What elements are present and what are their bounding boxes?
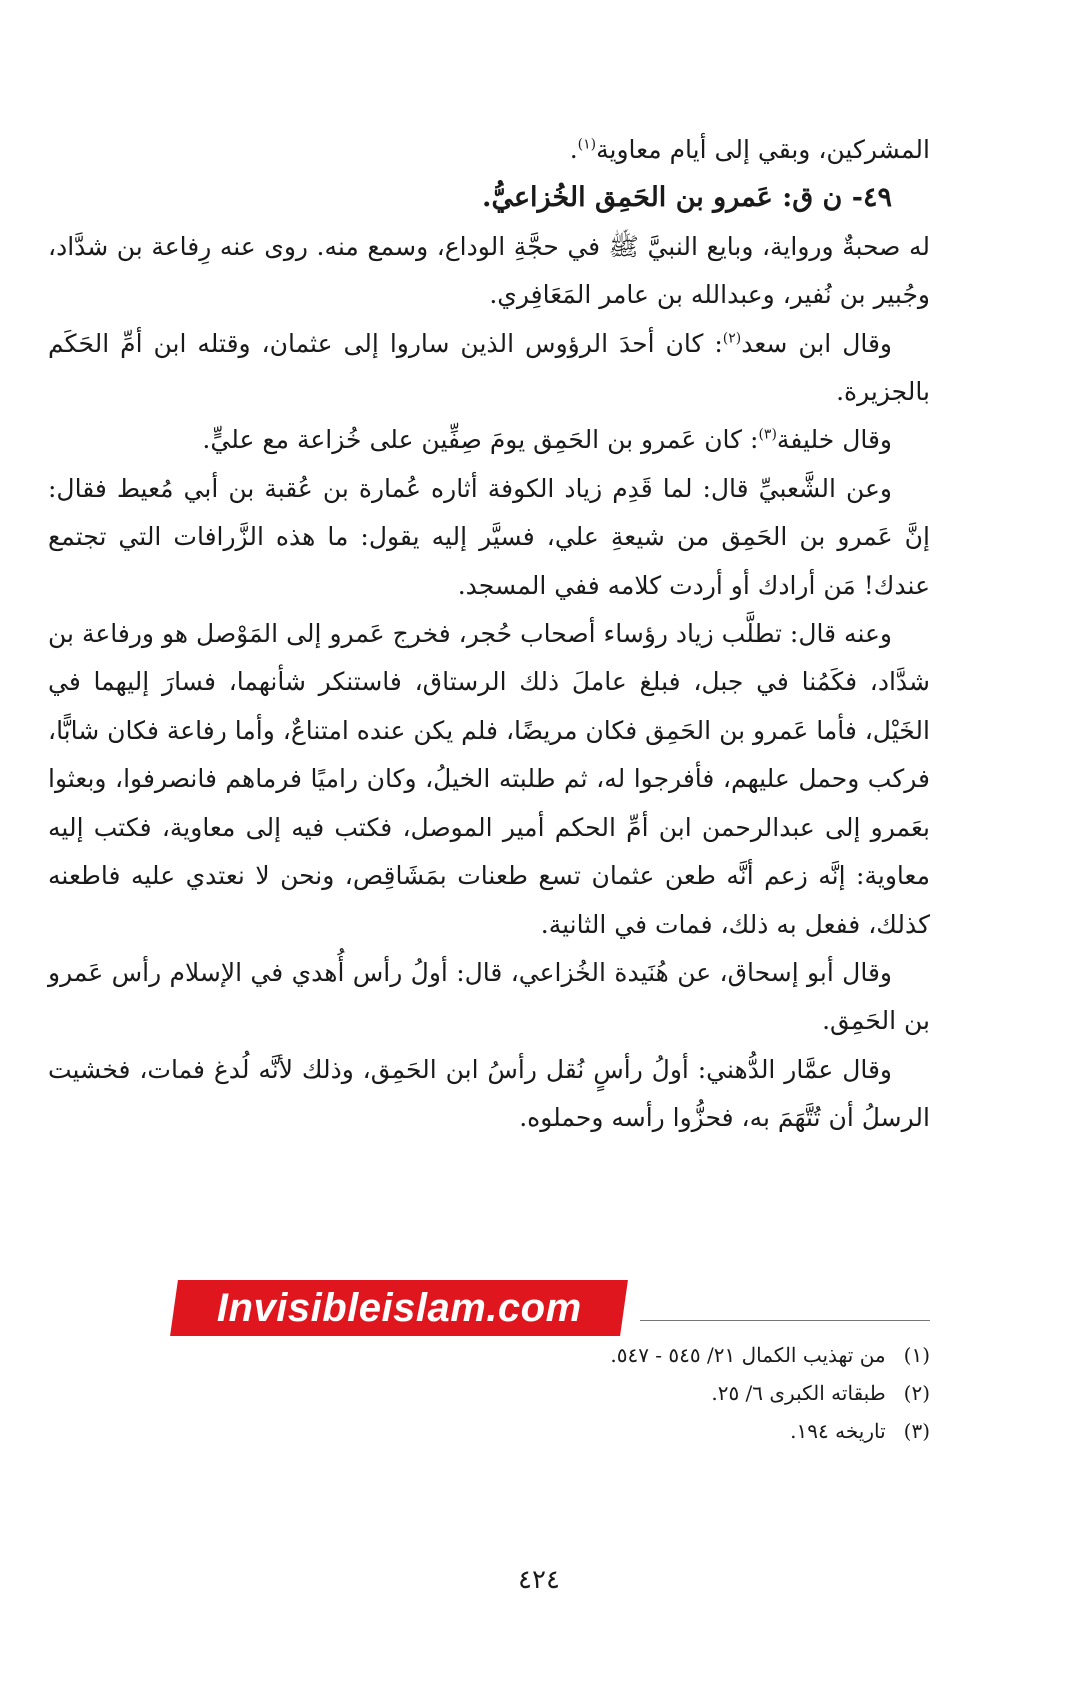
watermark-banner: [170, 1280, 628, 1336]
main-text: [48, 126, 930, 1143]
page-number: ٤٢٤: [518, 1565, 560, 1595]
footnote-text: من تهذيب الكمال ٢١/ ٥٤٥ - ٥٤٧.: [610, 1343, 886, 1367]
footnote-2: [300, 1374, 930, 1412]
footnote-ref-1: (١): [577, 136, 597, 153]
entry-heading: ٤٩- ن ق: عَمرو بن الحَمِق الخُزاعيُّ.: [482, 182, 892, 214]
paragraph-3-start: وقال خليفة: [776, 425, 892, 455]
paragraph-4: وعن الشَّعبيِّ قال: لما قَدِم زياد الكوفة أثاره عُمارة بن عُقبة بن أبي مُعيط فقال: إنَّ عَمرو بن الحَمِق من شيعةِ علي، فسيَّر إليه يقول: ما هذه الزَّرافات التي تجتمع عندك! مَن أرادك أو أردت كلامه ففي المسجد.: [48, 473, 930, 600]
continuation-text: المشركين، وبقي إلى أيام معاوية: [596, 135, 930, 164]
footnote-3: [300, 1412, 930, 1450]
footnote-ref-3: (٣): [758, 427, 777, 444]
paragraph-2-rest: : كان أحدَ الرؤوس الذين ساروا إلى عثمان، وقتله ابن أمِّ الحَكَم بالجزيرة.: [48, 328, 930, 407]
footnote-text: تاريخه ١٩٤.: [790, 1419, 886, 1443]
paragraph-2-start: وقال ابن سعد: [741, 328, 893, 358]
footnote-text: طبقاته الكبرى ٦/ ٢٥.: [711, 1381, 886, 1405]
watermark-text: Invisibleislam.com: [216, 1285, 582, 1330]
paragraph-6: وقال أبو إسحاق، عن هُنَيدة الخُزاعي، قال: أولُ رأس أُهدي في الإسلام رأس عَمرو بن الحَمِق.: [48, 957, 930, 1036]
paragraph-7: وقال عمَّار الدُّهني: أولُ رأسٍ نُقل رأسُ ابن الحَمِق، وذلك لأنَّه لُدغ فمات، فخشيت الرسلُ أن تُتَّهَمَ به، فحزُّوا رأسه وحملوه.: [48, 1054, 930, 1133]
footnotes: [300, 1336, 930, 1450]
paragraph-3-rest: : كان عَمرو بن الحَمِق يومَ صِفِّين على خُزاعة مع عليٍّ.: [202, 425, 759, 455]
paragraph-2: [48, 320, 930, 417]
paragraph-3: [48, 416, 930, 464]
paragraph-1: له صحبةٌ ورواية، وبايع النبيَّ ﷺ في حجَّةِ الوداع، وسمع منه. روى عنه رِفاعة بن شدَّاد، وجُبير بن نُفير، وعبدالله بن عامر المَعَافِري.: [48, 231, 930, 310]
continuation-line: [48, 126, 930, 174]
footnote-ref-2: (٢): [722, 330, 742, 347]
footnote-number: (٢): [903, 1381, 930, 1405]
footnote-1: [300, 1336, 930, 1374]
paragraph-5: وعنه قال: تطلَّب زياد رؤساء أصحاب حُجر، فخرج عَمرو إلى المَوْصل هو ورفاعة بن شدَّاد، فكَمُنا في جبل، فبلغ عاملَ ذلك الرستاق، فاستنكر شأنهما، فسارَ إليهما في الخَيْل، فأما عَمرو بن الحَمِق فكان مريضًا، فلم يكن عنده امتناعٌ، وأما رفاعة فكان شابًّا، فركب وحمل عليهم، فأفرجوا له، ثم طلبته الخيلُ، وكان راميًا فرماهم فانصرفوا، وبعثوا بعَمرو إلى عبدالرحمن ابن أمِّ الحكم أمير الموصل، فكتب فيه إلى معاوية، فكتب إليه معاوية: إنَّه زعم أنَّه طعن عثمان تسع طعنات بمَشَاقِص، ونحن لا نعتدي عليه فاطعنه كذلك، ففعل به ذلك، فمات في الثانية.: [48, 619, 930, 939]
footnote-number: (١): [903, 1343, 930, 1367]
footnote-divider: [640, 1320, 930, 1321]
continuation-end: .: [569, 135, 578, 164]
footnote-number: (٣): [903, 1419, 930, 1443]
